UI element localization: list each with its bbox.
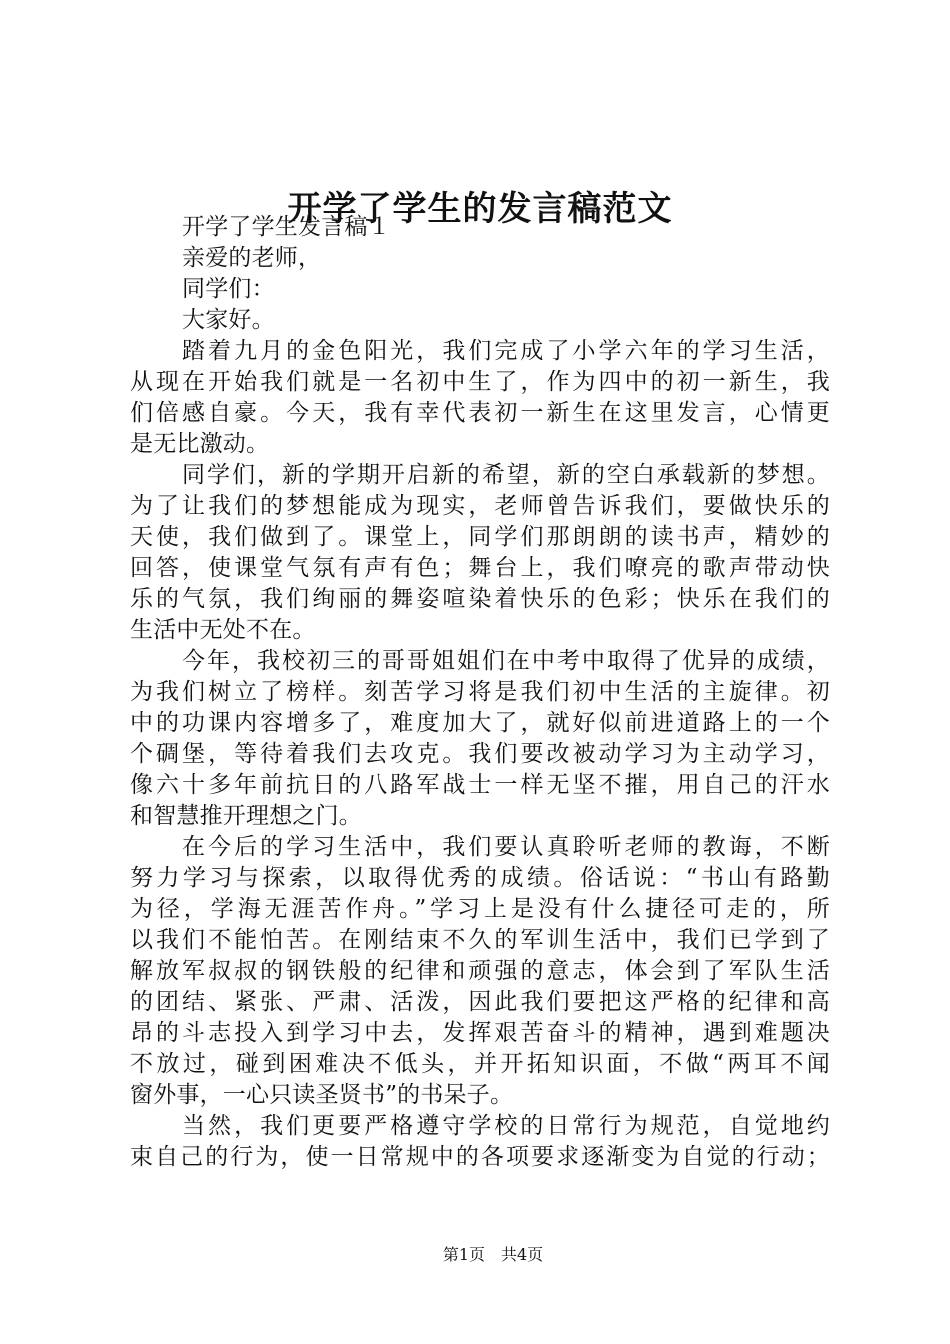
text-line: 中的功课内容增多了，难度加大了，就好似前进道路上的一个 <box>130 710 830 736</box>
text-line: 为我们树立了榜样。刻苦学习将是我们初中生活的主旋律。初 <box>130 679 830 705</box>
text-line: 回答，使课堂气氛有声有色；舞台上，我们嘹亮的歌声带动快 <box>130 555 830 581</box>
text-line: 在今后的学习生活中，我们要认真聆听老师的教诲，不断 <box>182 834 830 860</box>
text-line: 乐的气氛，我们绚丽的舞姿喧染着快乐的色彩；快乐在我们的 <box>130 586 830 612</box>
text-line: 踏着九月的金色阳光，我们完成了小学六年的学习生活， <box>182 338 830 364</box>
text-line: 和智慧推开理想之门。 <box>130 803 362 829</box>
text-line: 当然，我们更要严格遵守学校的日常行为规范，自觉地约 <box>182 1113 830 1139</box>
text-line: 为了让我们的梦想能成为现实，老师曾告诉我们，要做快乐的 <box>130 493 830 519</box>
text-line: 昂的斗志投入到学习中去，发挥艰苦奋斗的精神，遇到难题决 <box>130 1020 830 1046</box>
text-line: 为径，学海无涯苦作舟。”学习上是没有什么捷径可走的，所 <box>130 896 830 922</box>
text-line: 解放军叔叔的钢铁般的纪律和顽强的意志，体会到了军队生活 <box>130 958 830 984</box>
text-line: 亲爱的老师， <box>182 245 322 271</box>
text-line: 今年，我校初三的哥哥姐姐们在中考中取得了优异的成绩， <box>182 648 830 674</box>
text-line: 努力学习与探索，以取得优秀的成绩。俗话说：“书山有路勤 <box>130 865 830 891</box>
text-line: 生活中无处不在。 <box>130 617 316 643</box>
document-title: 开学了学生的发言稿范文 <box>287 189 673 229</box>
text-line: 是无比激动。 <box>130 431 270 457</box>
text-line: 像六十多年前抗日的八路军战士一样无坚不摧，用自己的汗水 <box>130 772 830 798</box>
text-line: 天使，我们做到了。课堂上，同学们那朗朗的读书声，精妙的 <box>130 524 830 550</box>
document-body <box>130 212 830 1173</box>
text-line: 个碉堡，等待着我们去攻克。我们要改被动学习为主动学习， <box>130 741 830 767</box>
page-footer: 第1页 共4页 <box>442 1245 544 1264</box>
text-line: 同学们： <box>182 276 275 302</box>
text-line: 以我们不能怕苦。在刚结束不久的军训生活中，我们已学到了 <box>130 927 830 953</box>
text-line: 束自己的行为，使一日常规中的各项要求逐渐变为自觉的行动； <box>130 1144 830 1170</box>
text-line: 同学们，新的学期开启新的希望，新的空白承载新的梦想。 <box>182 462 830 488</box>
text-line: 们倍感自豪。今天，我有幸代表初一新生在这里发言，心情更 <box>130 400 830 426</box>
text-line: 从现在开始我们就是一名初中生了，作为四中的初一新生，我 <box>130 369 830 395</box>
text-line: 大家好。 <box>182 307 275 333</box>
text-line: 的团结、紧张、严肃、活泼，因此我们要把这严格的纪律和高 <box>130 989 830 1015</box>
text-line: 开学了学生发言稿１ <box>182 214 391 240</box>
text-line: 窗外事，一心只读圣贤书”的书呆子。 <box>130 1082 514 1108</box>
text-line: 不放过，碰到困难决不低头，并开拓知识面，不做“两耳不闻 <box>130 1051 830 1077</box>
